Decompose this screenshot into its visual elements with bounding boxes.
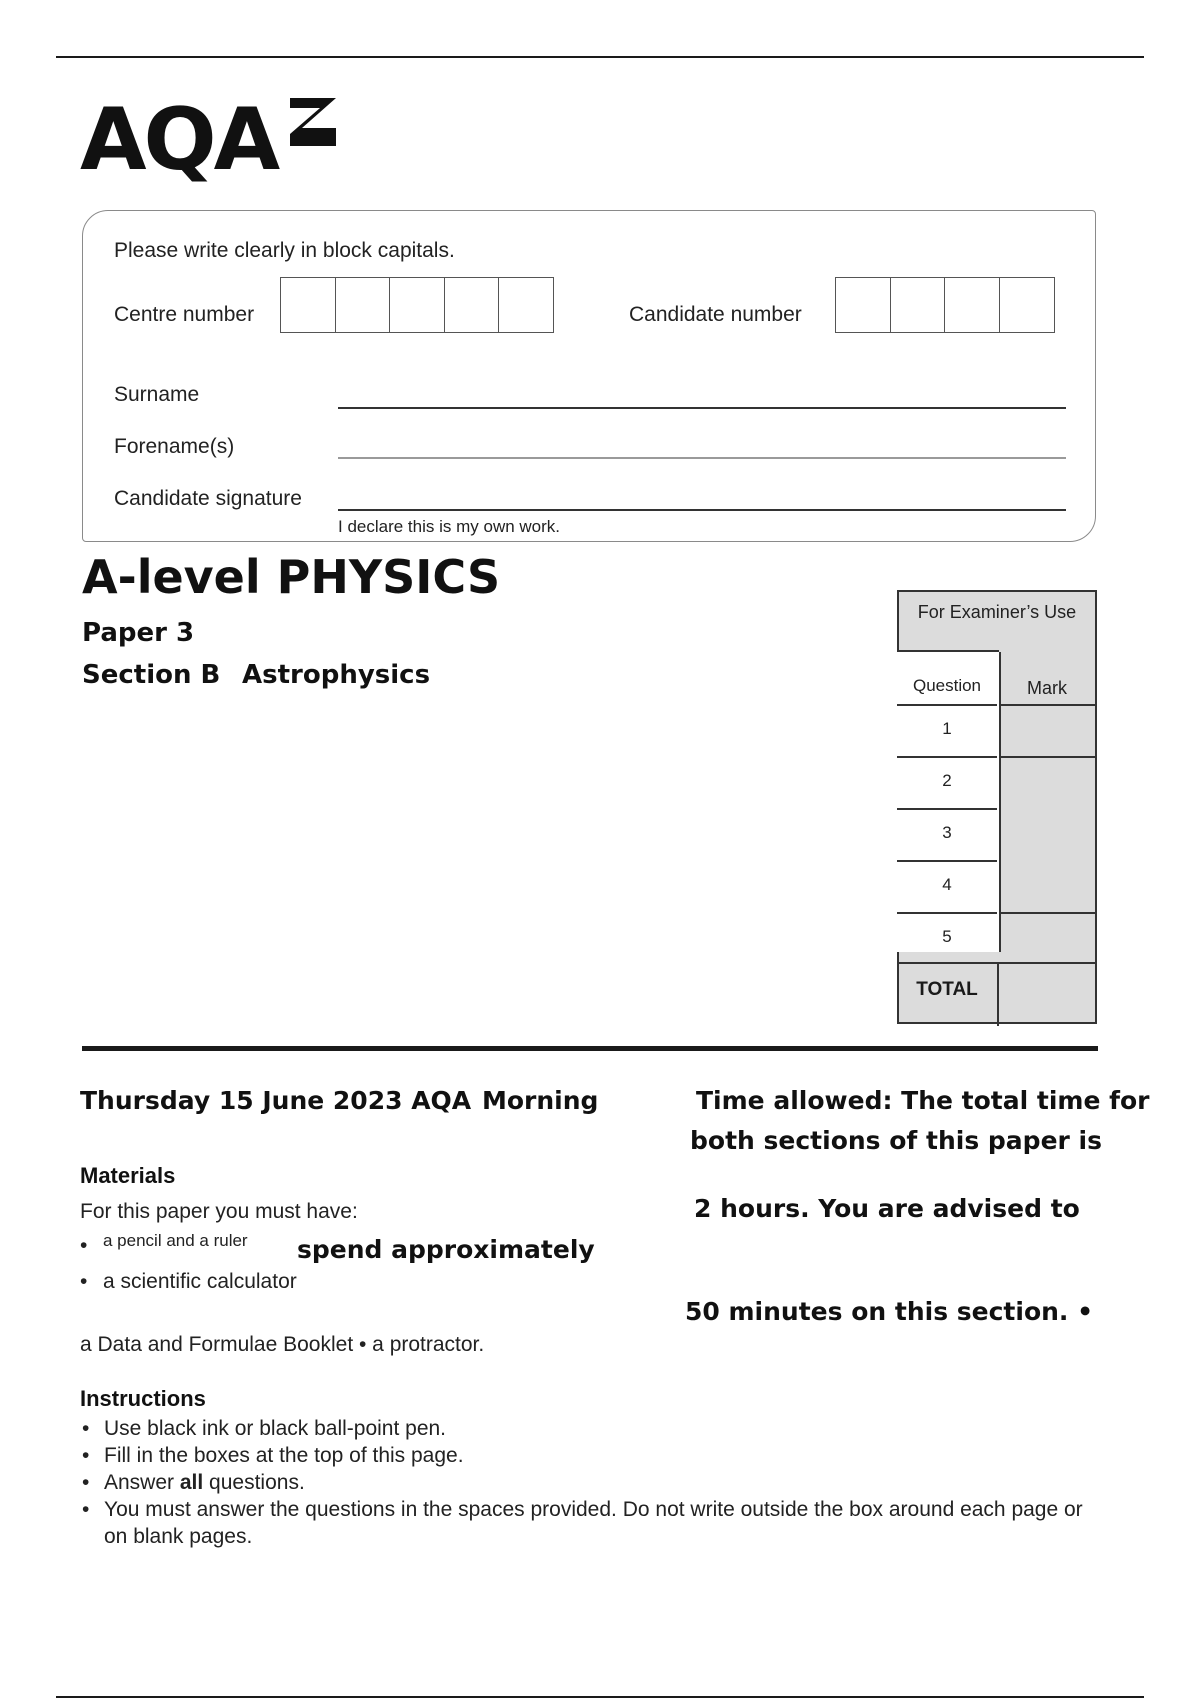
aqa-logo-mark-icon (284, 94, 340, 150)
exam-session: Morning (482, 1086, 599, 1115)
materials-bullet: • (80, 1234, 88, 1257)
materials-heading: Materials (80, 1163, 176, 1188)
question-row: 2 (897, 756, 997, 808)
question-row: 3 (897, 808, 997, 860)
instruction-item: • Use black ink or black ball-point pen. (80, 1415, 1080, 1442)
section-topic: Astrophysics (242, 660, 431, 690)
total-row (897, 962, 1097, 1026)
materials-intro: For this paper you must have: (80, 1200, 358, 1223)
materials-item-pencil: a pencil and a ruler (103, 1231, 248, 1250)
question-column (897, 652, 1001, 952)
candidate-number-digit[interactable] (999, 277, 1055, 333)
centre-number-digit[interactable] (335, 277, 391, 333)
paper-number: Paper 3 (82, 618, 195, 648)
candidate-number-digit[interactable] (835, 277, 891, 333)
instruction-item: • You must answer the questions in the spaces provided. Do not write outside the box around each page or on blank pages. (80, 1496, 1084, 1550)
centre-number-digit[interactable] (389, 277, 445, 333)
question-row: 1 (897, 704, 997, 756)
surname-line[interactable] (338, 407, 1066, 409)
instruction-item: • Fill in the boxes at the top of this page. (80, 1442, 1080, 1469)
page-title: A-level PHYSICS (82, 550, 501, 604)
question-row: 4 (897, 860, 997, 912)
time-allowed-line2: both sections of this paper is (690, 1126, 1103, 1155)
exam-date: Thursday 15 June 2023 AQA (80, 1086, 472, 1115)
question-header-top-line (897, 650, 999, 652)
section-label: Section B (82, 660, 221, 690)
time-allowed-line5: 50 minutes on this section. • (685, 1297, 1094, 1326)
time-allowed-line4: spend approximately (297, 1235, 595, 1264)
forenames-label: Forename(s) (114, 435, 235, 458)
instruction-text: Answer (104, 1471, 180, 1494)
examiner-use-table (897, 590, 1097, 1024)
instruction-text: questions. (203, 1471, 305, 1494)
materials-item-calculator: a scientific calculator (103, 1270, 297, 1293)
time-allowed-line1: Time allowed: The total time for (696, 1086, 1150, 1115)
centre-number-digit[interactable] (498, 277, 554, 333)
aqa-logo-text: AQA (80, 90, 278, 190)
bottom-rule (56, 1696, 1144, 1698)
total-label: TOTAL (897, 964, 999, 1026)
instruction-emphasis: all (179, 1471, 204, 1494)
section-divider (82, 1046, 1098, 1051)
forenames-line[interactable] (338, 457, 1066, 459)
form-instruction: Please write clearly in block capitals. (114, 239, 455, 262)
examiner-table-header: For Examiner’s Use (917, 602, 1077, 622)
mark-divider (999, 912, 1095, 914)
centre-number-label: Centre number (114, 303, 255, 326)
question-row: 5 (897, 912, 997, 964)
signature-line[interactable] (338, 509, 1066, 511)
top-rule (56, 56, 1144, 58)
mark-divider (999, 756, 1095, 758)
centre-number-digit[interactable] (444, 277, 500, 333)
mark-header: Mark (1027, 678, 1067, 698)
time-allowed-line3: 2 hours. You are advised to (694, 1194, 1080, 1223)
candidate-number-boxes (835, 277, 1053, 333)
materials-bullet: • (80, 1270, 88, 1293)
materials-item-booklet: a Data and Formulae Booklet • a protractor. (80, 1333, 485, 1356)
candidate-number-label: Candidate number (629, 303, 802, 326)
question-header: Question (912, 676, 982, 695)
candidate-number-digit[interactable] (890, 277, 946, 333)
instructions-list (80, 1415, 1083, 1550)
declaration-text: I declare this is my own work. (338, 517, 561, 536)
aqa-logo (80, 92, 350, 188)
signature-label: Candidate signature (114, 487, 302, 510)
instructions-heading: Instructions (80, 1386, 206, 1411)
surname-label: Surname (114, 383, 200, 406)
instruction-item (80, 1469, 1080, 1496)
centre-number-boxes (280, 277, 553, 333)
mark-divider (999, 704, 1095, 706)
centre-number-digit[interactable] (280, 277, 336, 333)
candidate-details-box (82, 210, 1096, 542)
candidate-number-digit[interactable] (944, 277, 1000, 333)
